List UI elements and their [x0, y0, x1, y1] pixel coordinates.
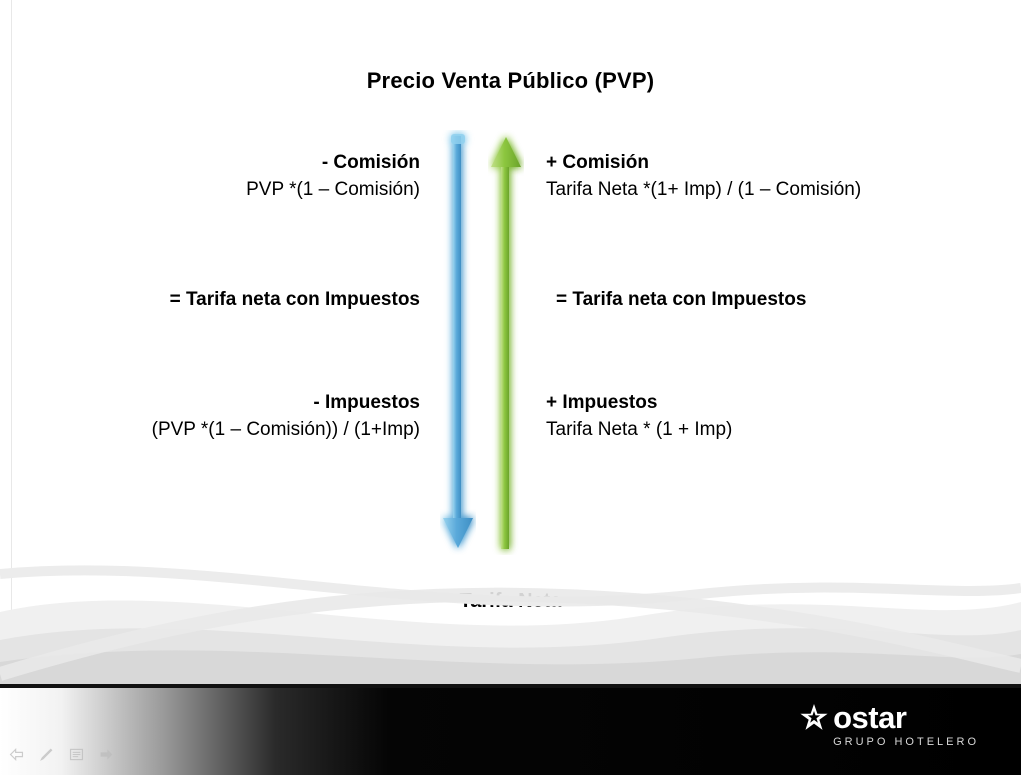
- left-step1-header: - Comisión: [321, 152, 420, 173]
- blue-down-arrow: [440, 130, 476, 555]
- logo-tagline: GRUPO HOTELERO: [833, 736, 979, 748]
- right-step2-formula: Tarifa Neta * (1 + Imp): [546, 419, 733, 440]
- footer-bar: [0, 688, 1021, 775]
- left-step1-formula: PVP *(1 – Comisión): [246, 179, 420, 200]
- green-up-arrow: [488, 130, 524, 555]
- decorative-swoosh: [0, 554, 1021, 684]
- left-step2-formula: (PVP *(1 – Comisión)) / (1+Imp): [151, 419, 420, 440]
- right-middle-result-block: [556, 287, 1016, 313]
- right-step1-header: + Comisión: [546, 152, 649, 173]
- slide-controls[interactable]: [8, 746, 115, 763]
- right-middle-result: = Tarifa neta con Impuestos: [556, 289, 807, 310]
- bottom-label: Tarifa Neta: [459, 590, 562, 612]
- right-step2-block: [546, 390, 1006, 444]
- right-step1-formula: Tarifa Neta *(1+ Imp) / (1 – Comisión): [546, 179, 862, 200]
- back-arrow-icon[interactable]: [8, 746, 25, 763]
- pen-icon[interactable]: [38, 746, 55, 763]
- menu-icon[interactable]: [68, 746, 85, 763]
- right-step1-block: [546, 150, 1006, 204]
- left-step2-block: [20, 390, 420, 444]
- right-step2-header: + Impuestos: [546, 392, 658, 413]
- brand-logo: [799, 702, 979, 748]
- left-middle-result-block: [20, 287, 420, 313]
- page-title: Precio Venta Público (PVP): [366, 68, 655, 93]
- logo-name: ostar: [833, 700, 907, 735]
- left-step1-block: [20, 150, 420, 204]
- left-step2-header: - Impuestos: [313, 392, 420, 413]
- star-icon: [799, 703, 829, 733]
- forward-arrow-icon[interactable]: [98, 746, 115, 763]
- left-middle-result: = Tarifa neta con Impuestos: [169, 289, 420, 310]
